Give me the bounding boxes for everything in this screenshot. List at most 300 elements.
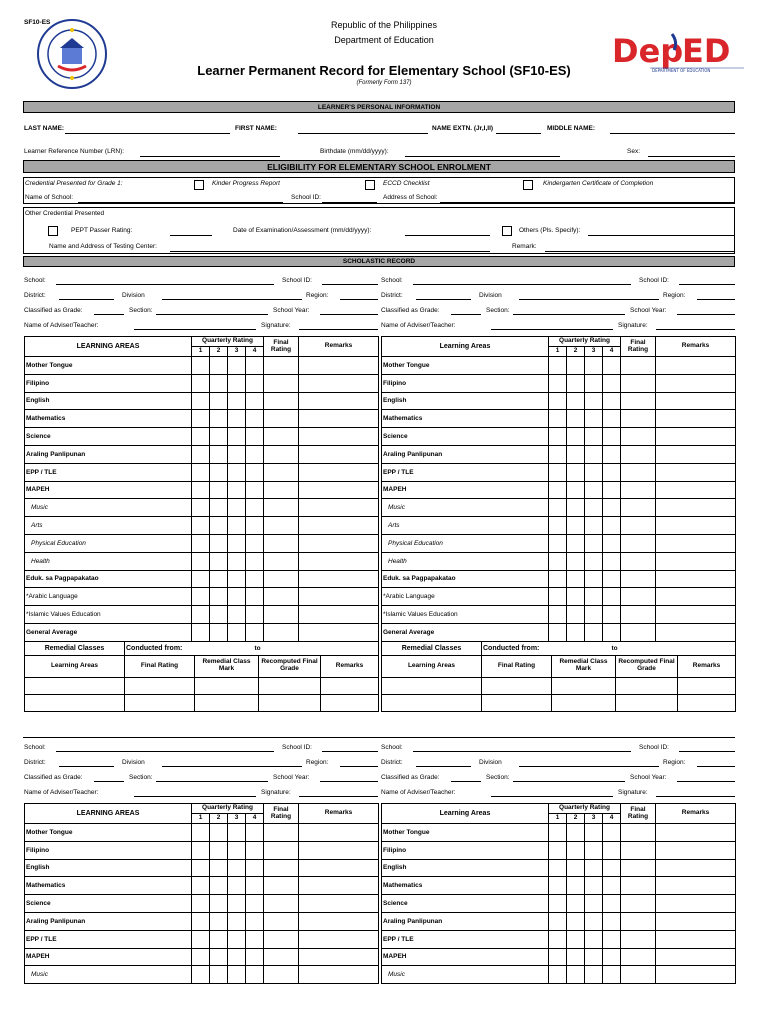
grade-cell[interactable] (264, 966, 299, 984)
grade-cell[interactable] (656, 912, 736, 930)
grade-cell[interactable] (246, 374, 264, 392)
division-field[interactable] (519, 299, 659, 300)
grade-cell[interactable] (567, 623, 585, 641)
grade-cell[interactable] (264, 552, 299, 570)
grade-cell[interactable] (585, 606, 603, 624)
grade-cell[interactable] (299, 824, 379, 842)
grade-cell[interactable] (603, 859, 621, 877)
grade-cell[interactable] (210, 606, 228, 624)
grade-cell[interactable] (567, 841, 585, 859)
grade-cell[interactable] (656, 841, 736, 859)
grade-cell[interactable] (549, 552, 567, 570)
remedial-cell[interactable] (616, 694, 678, 711)
grade-cell[interactable] (246, 912, 264, 930)
grade-cell[interactable] (603, 534, 621, 552)
grade-cell[interactable] (567, 877, 585, 895)
grade-cell[interactable] (264, 445, 299, 463)
grade-cell[interactable] (228, 966, 246, 984)
school-id-field[interactable] (322, 751, 378, 752)
grade-cell[interactable] (299, 912, 379, 930)
grade-cell[interactable] (264, 859, 299, 877)
grade-cell[interactable] (621, 552, 656, 570)
remedial-cell[interactable] (678, 694, 736, 711)
grade-cell[interactable] (585, 895, 603, 913)
grade-cell[interactable] (603, 895, 621, 913)
grade-cell[interactable] (299, 481, 379, 499)
grade-cell[interactable] (621, 463, 656, 481)
remedial-cell[interactable] (552, 694, 616, 711)
grade-cell[interactable] (603, 445, 621, 463)
grade-cell[interactable] (228, 357, 246, 375)
grade-cell[interactable] (299, 895, 379, 913)
conducted-date-field[interactable] (321, 641, 379, 655)
grade-cell[interactable] (264, 481, 299, 499)
district-field[interactable] (416, 766, 471, 767)
name-extn-field[interactable] (496, 133, 541, 134)
grade-cell[interactable] (549, 966, 567, 984)
grade-cell[interactable] (264, 877, 299, 895)
school-field[interactable] (413, 284, 631, 285)
grade-cell[interactable] (264, 912, 299, 930)
grade-cell[interactable] (585, 428, 603, 446)
grade-cell[interactable] (299, 357, 379, 375)
grade-cell[interactable] (603, 570, 621, 588)
grade-cell[interactable] (264, 606, 299, 624)
grade-cell[interactable] (210, 392, 228, 410)
grade-cell[interactable] (603, 517, 621, 535)
region-field[interactable] (340, 299, 378, 300)
grade-cell[interactable] (621, 841, 656, 859)
grade-cell[interactable] (585, 824, 603, 842)
grade-cell[interactable] (585, 623, 603, 641)
grade-cell[interactable] (656, 895, 736, 913)
grade-cell[interactable] (621, 410, 656, 428)
grade-cell[interactable] (621, 895, 656, 913)
signature-field[interactable] (299, 796, 378, 797)
grade-cell[interactable] (192, 588, 210, 606)
grade-cell[interactable] (299, 841, 379, 859)
grade-cell[interactable] (210, 517, 228, 535)
grade-cell[interactable] (228, 392, 246, 410)
grade-cell[interactable] (549, 374, 567, 392)
grade-cell[interactable] (656, 428, 736, 446)
grade-cell[interactable] (299, 552, 379, 570)
grade-field[interactable] (94, 781, 124, 782)
grade-cell[interactable] (228, 570, 246, 588)
grade-cell[interactable] (549, 499, 567, 517)
grade-cell[interactable] (567, 859, 585, 877)
grade-cell[interactable] (603, 357, 621, 375)
grade-cell[interactable] (228, 930, 246, 948)
grade-cell[interactable] (246, 552, 264, 570)
grade-cell[interactable] (621, 948, 656, 966)
grade-cell[interactable] (656, 824, 736, 842)
grade-cell[interactable] (228, 623, 246, 641)
grade-cell[interactable] (567, 966, 585, 984)
grade-cell[interactable] (246, 392, 264, 410)
grade-cell[interactable] (210, 357, 228, 375)
grade-cell[interactable] (246, 966, 264, 984)
grade-cell[interactable] (621, 499, 656, 517)
division-field[interactable] (162, 766, 302, 767)
grade-cell[interactable] (210, 623, 228, 641)
signature-field[interactable] (656, 796, 735, 797)
grade-cell[interactable] (228, 552, 246, 570)
grade-cell[interactable] (603, 877, 621, 895)
school-field[interactable] (56, 751, 274, 752)
grade-cell[interactable] (621, 966, 656, 984)
school-address-field[interactable] (440, 202, 735, 203)
school-field[interactable] (56, 284, 274, 285)
grade-cell[interactable] (621, 428, 656, 446)
grade-cell[interactable] (603, 912, 621, 930)
grade-cell[interactable] (210, 481, 228, 499)
grade-cell[interactable] (228, 895, 246, 913)
grade-cell[interactable] (656, 392, 736, 410)
grade-cell[interactable] (621, 481, 656, 499)
grade-cell[interactable] (567, 552, 585, 570)
grade-cell[interactable] (603, 499, 621, 517)
grade-cell[interactable] (192, 428, 210, 446)
grade-cell[interactable] (192, 410, 210, 428)
region-field[interactable] (697, 299, 735, 300)
grade-cell[interactable] (246, 445, 264, 463)
grade-cell[interactable] (567, 517, 585, 535)
remedial-cell[interactable] (259, 694, 321, 711)
lrn-field[interactable] (140, 156, 280, 157)
grade-cell[interactable] (603, 552, 621, 570)
exam-date-field[interactable] (405, 235, 490, 236)
grade-cell[interactable] (585, 859, 603, 877)
grade-cell[interactable] (246, 499, 264, 517)
grade-cell[interactable] (228, 948, 246, 966)
grade-cell[interactable] (656, 374, 736, 392)
grade-cell[interactable] (567, 570, 585, 588)
grade-cell[interactable] (656, 445, 736, 463)
grade-cell[interactable] (299, 948, 379, 966)
grade-cell[interactable] (299, 534, 379, 552)
region-field[interactable] (340, 766, 378, 767)
school-id-field[interactable] (679, 751, 735, 752)
grade-cell[interactable] (246, 930, 264, 948)
grade-cell[interactable] (656, 966, 736, 984)
grade-cell[interactable] (567, 534, 585, 552)
grade-cell[interactable] (549, 877, 567, 895)
grade-cell[interactable] (549, 588, 567, 606)
grade-cell[interactable] (585, 570, 603, 588)
grade-cell[interactable] (567, 895, 585, 913)
remedial-cell[interactable] (25, 677, 125, 694)
grade-cell[interactable] (585, 966, 603, 984)
grade-cell[interactable] (585, 392, 603, 410)
grade-cell[interactable] (246, 895, 264, 913)
grade-cell[interactable] (585, 552, 603, 570)
grade-cell[interactable] (246, 517, 264, 535)
grade-cell[interactable] (192, 912, 210, 930)
grade-cell[interactable] (621, 877, 656, 895)
grade-cell[interactable] (192, 445, 210, 463)
grade-cell[interactable] (192, 463, 210, 481)
grade-cell[interactable] (192, 357, 210, 375)
grade-cell[interactable] (656, 623, 736, 641)
grade-cell[interactable] (656, 463, 736, 481)
kinder-certificate-checkbox[interactable] (523, 180, 533, 190)
grade-cell[interactable] (585, 912, 603, 930)
grade-cell[interactable] (585, 877, 603, 895)
grade-cell[interactable] (228, 481, 246, 499)
grade-cell[interactable] (192, 877, 210, 895)
grade-cell[interactable] (567, 392, 585, 410)
grade-cell[interactable] (192, 859, 210, 877)
grade-cell[interactable] (228, 517, 246, 535)
signature-field[interactable] (299, 329, 378, 330)
grade-cell[interactable] (656, 606, 736, 624)
grade-cell[interactable] (549, 445, 567, 463)
grade-cell[interactable] (246, 534, 264, 552)
grade-cell[interactable] (567, 445, 585, 463)
adviser-field[interactable] (134, 796, 256, 797)
grade-cell[interactable] (585, 930, 603, 948)
grade-cell[interactable] (299, 374, 379, 392)
grade-cell[interactable] (656, 859, 736, 877)
grade-cell[interactable] (246, 606, 264, 624)
grade-cell[interactable] (264, 948, 299, 966)
remedial-cell[interactable] (195, 677, 259, 694)
district-field[interactable] (416, 299, 471, 300)
conducted-date-field[interactable] (678, 641, 736, 655)
grade-cell[interactable] (656, 481, 736, 499)
grade-cell[interactable] (246, 588, 264, 606)
grade-cell[interactable] (603, 623, 621, 641)
grade-cell[interactable] (264, 374, 299, 392)
grade-cell[interactable] (585, 445, 603, 463)
grade-cell[interactable] (192, 948, 210, 966)
grade-cell[interactable] (549, 357, 567, 375)
kinder-progress-checkbox[interactable] (194, 180, 204, 190)
grade-cell[interactable] (192, 392, 210, 410)
grade-cell[interactable] (228, 374, 246, 392)
grade-cell[interactable] (549, 912, 567, 930)
grade-cell[interactable] (656, 877, 736, 895)
grade-cell[interactable] (210, 895, 228, 913)
grade-cell[interactable] (264, 357, 299, 375)
grade-cell[interactable] (192, 499, 210, 517)
grade-cell[interactable] (264, 570, 299, 588)
grade-cell[interactable] (264, 428, 299, 446)
grade-cell[interactable] (192, 841, 210, 859)
district-field[interactable] (59, 766, 114, 767)
grade-cell[interactable] (567, 499, 585, 517)
remedial-cell[interactable] (321, 694, 379, 711)
grade-cell[interactable] (549, 463, 567, 481)
grade-cell[interactable] (567, 463, 585, 481)
grade-cell[interactable] (210, 552, 228, 570)
first-name-field[interactable] (298, 133, 428, 134)
grade-cell[interactable] (264, 463, 299, 481)
grade-cell[interactable] (299, 410, 379, 428)
grade-cell[interactable] (299, 966, 379, 984)
school-id-field[interactable] (679, 284, 735, 285)
grade-cell[interactable] (585, 499, 603, 517)
grade-cell[interactable] (567, 374, 585, 392)
others-checkbox[interactable] (502, 226, 512, 236)
grade-cell[interactable] (210, 912, 228, 930)
grade-cell[interactable] (621, 570, 656, 588)
school-id-field[interactable] (322, 202, 377, 203)
school-field[interactable] (413, 751, 631, 752)
grade-cell[interactable] (264, 895, 299, 913)
school-year-field[interactable] (320, 314, 378, 315)
grade-cell[interactable] (192, 552, 210, 570)
remedial-cell[interactable] (195, 694, 259, 711)
grade-cell[interactable] (603, 841, 621, 859)
grade-cell[interactable] (603, 948, 621, 966)
remedial-cell[interactable] (678, 677, 736, 694)
grade-cell[interactable] (585, 588, 603, 606)
grade-cell[interactable] (549, 606, 567, 624)
grade-cell[interactable] (585, 841, 603, 859)
grade-cell[interactable] (210, 445, 228, 463)
grade-cell[interactable] (656, 517, 736, 535)
grade-cell[interactable] (567, 606, 585, 624)
grade-cell[interactable] (192, 623, 210, 641)
birthdate-field[interactable] (405, 156, 560, 157)
adviser-field[interactable] (134, 329, 256, 330)
grade-cell[interactable] (299, 463, 379, 481)
grade-cell[interactable] (567, 428, 585, 446)
grade-cell[interactable] (567, 912, 585, 930)
grade-cell[interactable] (246, 481, 264, 499)
grade-cell[interactable] (299, 445, 379, 463)
grade-cell[interactable] (621, 912, 656, 930)
grade-cell[interactable] (603, 930, 621, 948)
grade-cell[interactable] (621, 623, 656, 641)
grade-cell[interactable] (228, 606, 246, 624)
grade-cell[interactable] (621, 392, 656, 410)
grade-cell[interactable] (621, 445, 656, 463)
eccd-checkbox[interactable] (365, 180, 375, 190)
grade-cell[interactable] (549, 623, 567, 641)
division-field[interactable] (162, 299, 302, 300)
grade-cell[interactable] (210, 499, 228, 517)
grade-cell[interactable] (621, 374, 656, 392)
grade-cell[interactable] (192, 930, 210, 948)
grade-cell[interactable] (567, 930, 585, 948)
grade-cell[interactable] (549, 534, 567, 552)
grade-cell[interactable] (585, 517, 603, 535)
grade-cell[interactable] (228, 410, 246, 428)
grade-cell[interactable] (585, 410, 603, 428)
grade-cell[interactable] (549, 410, 567, 428)
remedial-cell[interactable] (382, 694, 482, 711)
grade-cell[interactable] (299, 877, 379, 895)
grade-cell[interactable] (585, 534, 603, 552)
grade-cell[interactable] (210, 966, 228, 984)
grade-cell[interactable] (264, 824, 299, 842)
grade-cell[interactable] (603, 824, 621, 842)
grade-cell[interactable] (299, 499, 379, 517)
grade-cell[interactable] (585, 374, 603, 392)
grade-cell[interactable] (585, 463, 603, 481)
grade-cell[interactable] (299, 392, 379, 410)
school-id-field[interactable] (322, 284, 378, 285)
school-year-field[interactable] (677, 781, 735, 782)
grade-cell[interactable] (264, 588, 299, 606)
grade-cell[interactable] (192, 481, 210, 499)
grade-cell[interactable] (246, 357, 264, 375)
grade-cell[interactable] (549, 570, 567, 588)
grade-cell[interactable] (621, 824, 656, 842)
grade-cell[interactable] (656, 357, 736, 375)
grade-cell[interactable] (210, 463, 228, 481)
grade-cell[interactable] (192, 570, 210, 588)
grade-cell[interactable] (585, 481, 603, 499)
grade-cell[interactable] (210, 588, 228, 606)
grade-cell[interactable] (549, 517, 567, 535)
grade-cell[interactable] (192, 517, 210, 535)
grade-cell[interactable] (228, 841, 246, 859)
others-field[interactable] (588, 235, 735, 236)
grade-cell[interactable] (299, 428, 379, 446)
grade-cell[interactable] (228, 499, 246, 517)
grade-cell[interactable] (656, 948, 736, 966)
pept-rating-field[interactable] (170, 235, 212, 236)
grade-cell[interactable] (567, 824, 585, 842)
adviser-field[interactable] (491, 329, 613, 330)
grade-cell[interactable] (246, 948, 264, 966)
grade-cell[interactable] (656, 552, 736, 570)
grade-cell[interactable] (192, 966, 210, 984)
grade-cell[interactable] (246, 463, 264, 481)
grade-cell[interactable] (228, 912, 246, 930)
remedial-cell[interactable] (321, 677, 379, 694)
remedial-cell[interactable] (125, 677, 195, 694)
grade-cell[interactable] (656, 534, 736, 552)
grade-cell[interactable] (549, 859, 567, 877)
grade-cell[interactable] (192, 534, 210, 552)
grade-cell[interactable] (246, 428, 264, 446)
grade-field[interactable] (94, 314, 124, 315)
grade-cell[interactable] (603, 606, 621, 624)
grade-cell[interactable] (264, 410, 299, 428)
last-name-field[interactable] (65, 133, 230, 134)
grade-cell[interactable] (210, 374, 228, 392)
grade-cell[interactable] (549, 481, 567, 499)
remedial-cell[interactable] (125, 694, 195, 711)
region-field[interactable] (697, 766, 735, 767)
grade-cell[interactable] (603, 374, 621, 392)
grade-cell[interactable] (603, 463, 621, 481)
grade-cell[interactable] (299, 570, 379, 588)
school-year-field[interactable] (320, 781, 378, 782)
grade-cell[interactable] (567, 357, 585, 375)
grade-cell[interactable] (246, 410, 264, 428)
grade-cell[interactable] (210, 859, 228, 877)
sex-field[interactable] (648, 156, 735, 157)
grade-cell[interactable] (656, 930, 736, 948)
grade-cell[interactable] (299, 859, 379, 877)
remedial-cell[interactable] (382, 677, 482, 694)
grade-cell[interactable] (246, 623, 264, 641)
grade-cell[interactable] (567, 410, 585, 428)
remedial-cell[interactable] (482, 694, 552, 711)
testing-center-field[interactable] (170, 251, 490, 252)
remedial-cell[interactable] (259, 677, 321, 694)
grade-cell[interactable] (299, 623, 379, 641)
grade-cell[interactable] (192, 606, 210, 624)
school-year-field[interactable] (677, 314, 735, 315)
pept-checkbox[interactable] (48, 226, 58, 236)
